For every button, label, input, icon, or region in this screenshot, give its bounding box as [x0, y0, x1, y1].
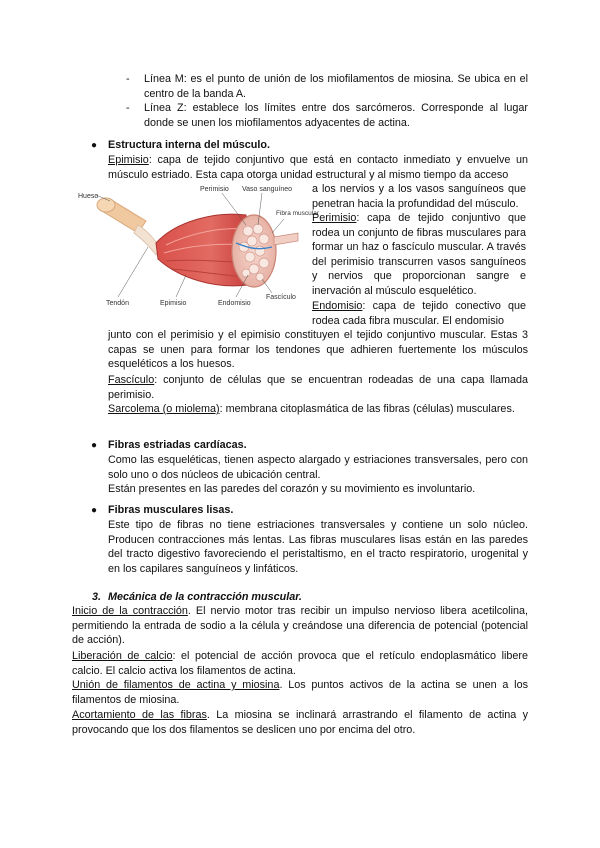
- paragraph-mechanics-2: Liberación de calcio: el potencial de acción provoca que el retículo endoplasmático libere calcio. El calcio activa los filamentos de actina.: [72, 650, 528, 677]
- bullet-icon: ●: [91, 440, 98, 451]
- paragraph-mechanics-1: Inicio de la contracción. El nervio motor tras recibir un impulso nervioso libera acetilcolina, permitiendo la entrada de sodio a la célula y creándose una diferencia de potencial (potencial de acción).: [72, 605, 528, 647]
- section-number: 3.: [92, 591, 102, 603]
- section-heading-mechanics: Mecánica de la contracción muscular.: [108, 591, 302, 603]
- paragraph-epimisio: Epimisio: capa de tejido conjuntivo que está en contacto inmediato y envuelve un músculo estriado. Esta capa otorga unidad estructural y al mismo tiempo da acceso: [108, 154, 528, 181]
- label-fasciculo: Fascículo: [266, 294, 296, 301]
- label-fibra-muscular: Fibra muscular: [276, 210, 319, 217]
- tendon-shape: [134, 225, 160, 255]
- label-endomisio: Endomisio: [218, 300, 251, 307]
- bullet-icon: ●: [91, 505, 98, 516]
- paragraph-sarcolema: Sarcolema (o miolema): membrana citoplasmática de las fibras (células) musculares.: [108, 403, 515, 415]
- paragraph-mechanics-4: Acortamiento de las fibras. La miosina se inclinará arrastrando el filamento de actina y provocando que los dos filamentos se deslicen uno por encima del otro.: [72, 709, 529, 736]
- label-perimisio: Perimisio: [200, 186, 229, 193]
- paragraph-fasciculo: Fascículo: conjunto de células que se encuentran rodeadas de una capa llamada perimisio.: [108, 374, 528, 401]
- paragraph-endomisio: Endomisio: capa de tejido conectivo que rodea cada fibra muscular. El endomisio: [312, 300, 526, 327]
- label-hueso: Hueso: [78, 193, 99, 200]
- label-tendon: Tendón: [106, 300, 129, 307]
- muscle-structure-figure: [76, 181, 319, 309]
- section-heading-internal: Estructura interna del músculo.: [108, 139, 270, 151]
- dash-marker: -: [126, 73, 130, 85]
- paragraph-cardiac-2: Están presentes en las paredes del corazón y su movimiento es involuntario.: [108, 483, 476, 495]
- paragraph-perimisio: Perimisio: capa de tejido conjuntivo que rodea un conjunto de fibras musculares para formar un haz o fascículo muscular. A través del perimisio transcurren vasos sanguíneos y nervios que proporcionan sangre e inervación al músculo esquelético.: [312, 212, 526, 297]
- paragraph-smooth: Este tipo de fibras no tiene estriaciones transversales y contiene un solo núcleo. Producen contracciones más lentas. Las fibras musculares lisas están en las paredes del tracto digestivo favoreciendo el peristaltismo, en el tracto respiratorio, urogenital y en los capilares sanguíneos y linfáticos.: [108, 519, 528, 575]
- section-heading-cardiac: Fibras estriadas cardíacas.: [108, 439, 247, 451]
- bullet-icon: ●: [91, 140, 98, 151]
- list-item-linea-m: Línea M: es el punto de unión de los miofilamentos de miosina. Se ubica en el centro de la banda A.: [144, 73, 529, 100]
- label-vaso-sanguineo: Vaso sanguíneo: [242, 186, 293, 193]
- muscle-diagram-illustration: [76, 181, 319, 309]
- label-epimisio: Epimisio: [160, 300, 187, 307]
- paragraph-cardiac-1: Como las esqueléticas, tienen aspecto alargado y estriaciones transversales, pero con solo uno o dos núcleos de ubicación central.: [108, 454, 528, 481]
- muscle-fiber-shape: [274, 233, 298, 245]
- paragraph-mechanics-3: Unión de filamentos de actina y miosina. Los puntos activos de la actina se unen a los filamentos de miosina.: [72, 679, 528, 706]
- list-item-linea-z: Línea Z: establece los límites entre dos sarcómeros. Corresponde al lugar donde se unen los miofilamentos adyacentes de actina.: [144, 102, 528, 129]
- dash-marker: -: [126, 102, 130, 114]
- paragraph-epimisio-continued: a los nervios y a los vasos sanguíneos que penetran hacia la profundidad del músculo.: [312, 183, 526, 210]
- section-heading-smooth: Fibras musculares lisas.: [108, 504, 234, 516]
- paragraph-endomisio-continued: junto con el perimisio y el epimisio constituyen el tejido conjuntivo muscular. Estas 3 capas se unen para formar los tendones que adhieren fuertemente los músculos esqueléticos a los huesos.: [108, 329, 528, 371]
